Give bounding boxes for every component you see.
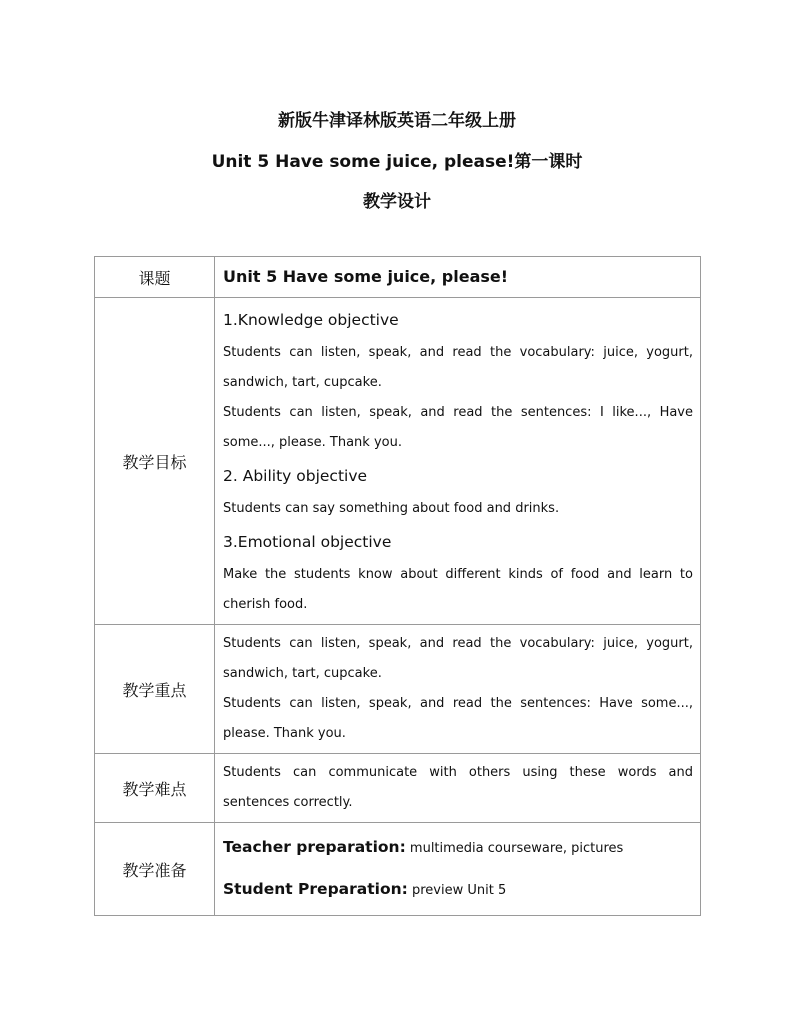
emotional-objective-text: Make the students know about different kinds of food and learn to cherish food. (223, 567, 693, 612)
key-points-content (215, 625, 701, 754)
ability-objective-text: Students can say something about food and drinks. (223, 501, 560, 516)
preparation-label: 教学准备 (95, 823, 215, 916)
table-row-subject (95, 257, 701, 298)
difficulties-text: Students can communicate with others using these words and sentences correctly. (223, 765, 693, 810)
document-subtitle: Unit 5 Have some juice, please!第一课时 (211, 152, 583, 172)
key-points-label: 教学重点 (95, 625, 215, 754)
table-row-objectives (95, 298, 701, 625)
objectives-content (215, 298, 701, 625)
teacher-preparation-label: Teacher preparation: (223, 838, 406, 856)
table-row-preparation (95, 823, 701, 916)
knowledge-objective-vocabulary: Students can listen, speak, and read the vocabulary: juice, yogurt, sandwich, tart, cupcake. (223, 345, 693, 390)
lesson-plan-table (94, 256, 701, 916)
preparation-content (215, 823, 701, 916)
key-points-vocabulary: Students can listen, speak, and read the vocabulary: juice, yogurt, sandwich, tart, cupcake. (223, 636, 693, 681)
emotional-objective-heading: 3.Emotional objective (223, 533, 392, 551)
table-row-difficulties (95, 754, 701, 823)
document-type-title: 教学设计 (363, 192, 431, 212)
student-preparation (223, 869, 693, 911)
knowledge-objective-heading: 1.Knowledge objective (223, 311, 399, 329)
student-preparation-value: preview Unit 5 (407, 883, 507, 898)
table-row-key-points (95, 625, 701, 754)
document-title: 新版牛津译林版英语二年级上册 (278, 111, 516, 131)
difficulties-label: 教学难点 (95, 754, 215, 823)
subject-value: Unit 5 Have some juice, please! (215, 257, 701, 298)
subject-label: 课题 (95, 257, 215, 298)
key-points-sentences: Students can listen, speak, and read the sentences: Have some..., please. Thank you. (223, 696, 693, 741)
ability-objective-heading: 2. Ability objective (223, 467, 368, 485)
difficulties-content (215, 754, 701, 823)
student-preparation-label: Student Preparation: (223, 880, 408, 898)
objectives-label: 教学目标 (95, 298, 215, 625)
teacher-preparation (223, 827, 693, 869)
knowledge-objective-sentences: Students can listen, speak, and read the sentences: I like..., Have some..., please. Thank you. (223, 405, 693, 450)
teacher-preparation-value: multimedia courseware, pictures (405, 841, 624, 856)
